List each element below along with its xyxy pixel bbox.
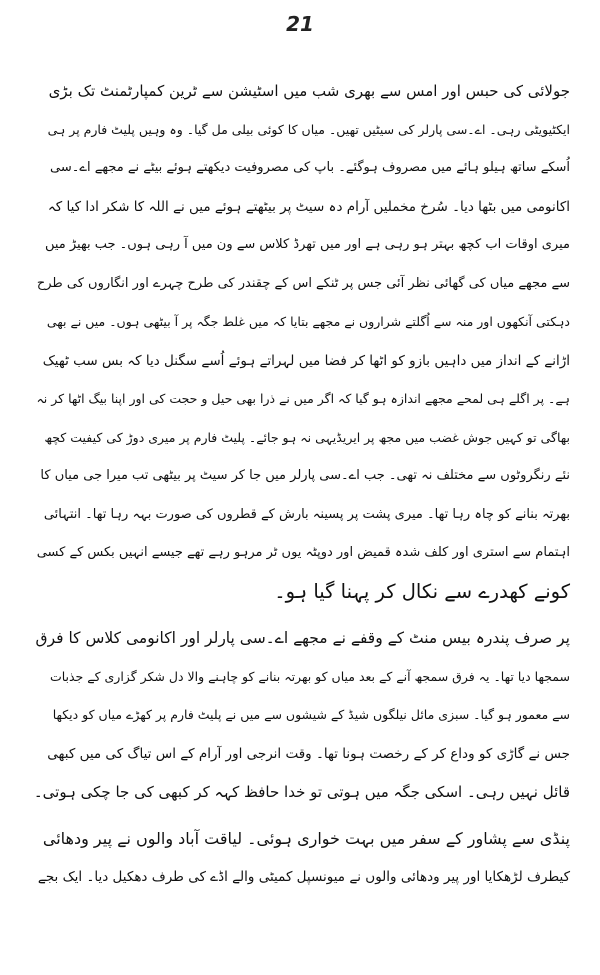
text-line: نئے رنگروٹوں سے مختلف نہ تھی۔ جب اے۔سی پارلر میں جا کر سیٹ پر بیٹھی تب میرا جی میاں کا bbox=[40, 468, 570, 483]
text-line: بھاگی تو کہیں جوش غضب میں مجھ پر ایریڈیہی نہ ہو جائے۔ پلیٹ فارم پر میری دوڑ کی کیفیت کچھ bbox=[44, 429, 570, 445]
text-line: پنڈی سے پشاور کے سفر میں بہت خواری ہوئی۔ لیاقت آباد والوں نے پیر ودھائی bbox=[42, 828, 570, 848]
text-line: سے معمور ہو گیا۔ سبزی مائل نیلگوں شیڈ کے شیشوں سے میں نے پلیٹ فارم پر کھڑے میاں کو دیکھا bbox=[52, 707, 570, 722]
text-line: سمجھا دیا تھا۔ یہ فرق سمجھ آنے کے بعد میاں کو بھرتہ بنانے کو چاہنے والا دل شکر گزاری کے جذبات bbox=[49, 668, 570, 684]
text-line: میری اوقات اب کچھ بہتر ہو رہی ہے اور میں تھرڈ کلاس سے ون میں آ رہی ہوں۔ جب بھیڑ میں bbox=[44, 237, 570, 252]
text-line: قائل نہیں رہی۔ اسکی جگہ میں ہوتی تو خدا حافظ کہہ کر کبھی کی جا چکی ہوتی۔ bbox=[33, 783, 570, 801]
paragraph bbox=[34, 820, 570, 897]
text-line: جولائی کی حبس اور امس سے بھری شب میں اسٹیشن سے ٹرین کمپارٹمنٹ تک بڑی bbox=[48, 82, 570, 100]
paragraph bbox=[34, 619, 570, 812]
text-line: سے مجھے میاں کی گھائی نظر آئی جس پر ٹنکے اس کے چقندر کی طرح چہرے اور انگاروں کی طرح bbox=[36, 275, 570, 291]
text-line: ہے۔ پر اگلے ہی لمحے مجھے اندازہ ہو گیا کہ اگر میں نے ذرا بھی حیل و حجت کی اور اپنا بیگ اٹھا کر نہ bbox=[36, 391, 570, 406]
text-line: کیطرف لڑھکایا اور پیر ودھائی والوں نے میونسپل کمیٹی والے اڈے کی طرف دھکیل دیا۔ ایک بجے bbox=[37, 869, 570, 885]
text-line: ایکٹیویٹی رہی۔ اے۔سی پارلر کی سیٹیں تھیں۔ میاں کا کوئی بیلی مل گیا۔ وہ وہیں پلیٹ فارم پر ہی bbox=[47, 121, 570, 137]
text-line: اُسکے ساتھ ہیلو ہائے میں مصروف ہوگئے۔ باپ کی مصروفیت دیکھتے ہوئے بیٹے نے مجھے اے۔سی bbox=[50, 160, 570, 175]
text-line: پر صرف پندرہ بیس منٹ کے وقفے نے مجھے اے۔سی پارلر اور اکانومی کلاس کا فرق bbox=[35, 629, 570, 647]
text-line: جس نے گاڑی کو وداع کر کے رخصت ہونا تھا۔ وقت انرجی اور آرام کے اس تیاگ کی میں کبھی bbox=[47, 745, 570, 762]
text-line: اڑانے کے انداز میں داہیں بازو کو اٹھا کر فضا میں لہراتے ہوئے اُسے سگنل دیا کہ بس سب ٹھیک bbox=[42, 352, 570, 369]
text-line: کونے کھدرے سے نکال کر پہنا گیا ہو۔ bbox=[274, 579, 570, 603]
text-line: دہکتی آنکھوں اور منہ سے اُگلتے شراروں نے مجھے بتایا کہ میں غلط جگہ پر آ بیٹھی ہوں۔ میں نے بھی bbox=[46, 314, 570, 329]
paragraph bbox=[34, 72, 570, 611]
text-line: بھرتہ بنانے کو چاہ رہا تھا۔ میری پشت پر پسینہ بارش کے قطروں کی صورت بہہ رہا تھا۔ انتہائی bbox=[43, 506, 570, 522]
text-line: اکانومی میں بٹھا دیا۔ سُرخ مخملیں آرام دہ سیٹ پر بیٹھتے ہوئے میں نے اللہ کا شکر ادا کیا کہ bbox=[47, 198, 570, 215]
page-number: 21 bbox=[286, 12, 314, 36]
text-line: اہتمام سے استری اور کلف شدہ قمیض اور دوپٹہ یوں ٹر مرہو رہے تھے جیسے انہیں بکس کے کسی bbox=[36, 545, 570, 560]
body-text bbox=[34, 72, 570, 897]
